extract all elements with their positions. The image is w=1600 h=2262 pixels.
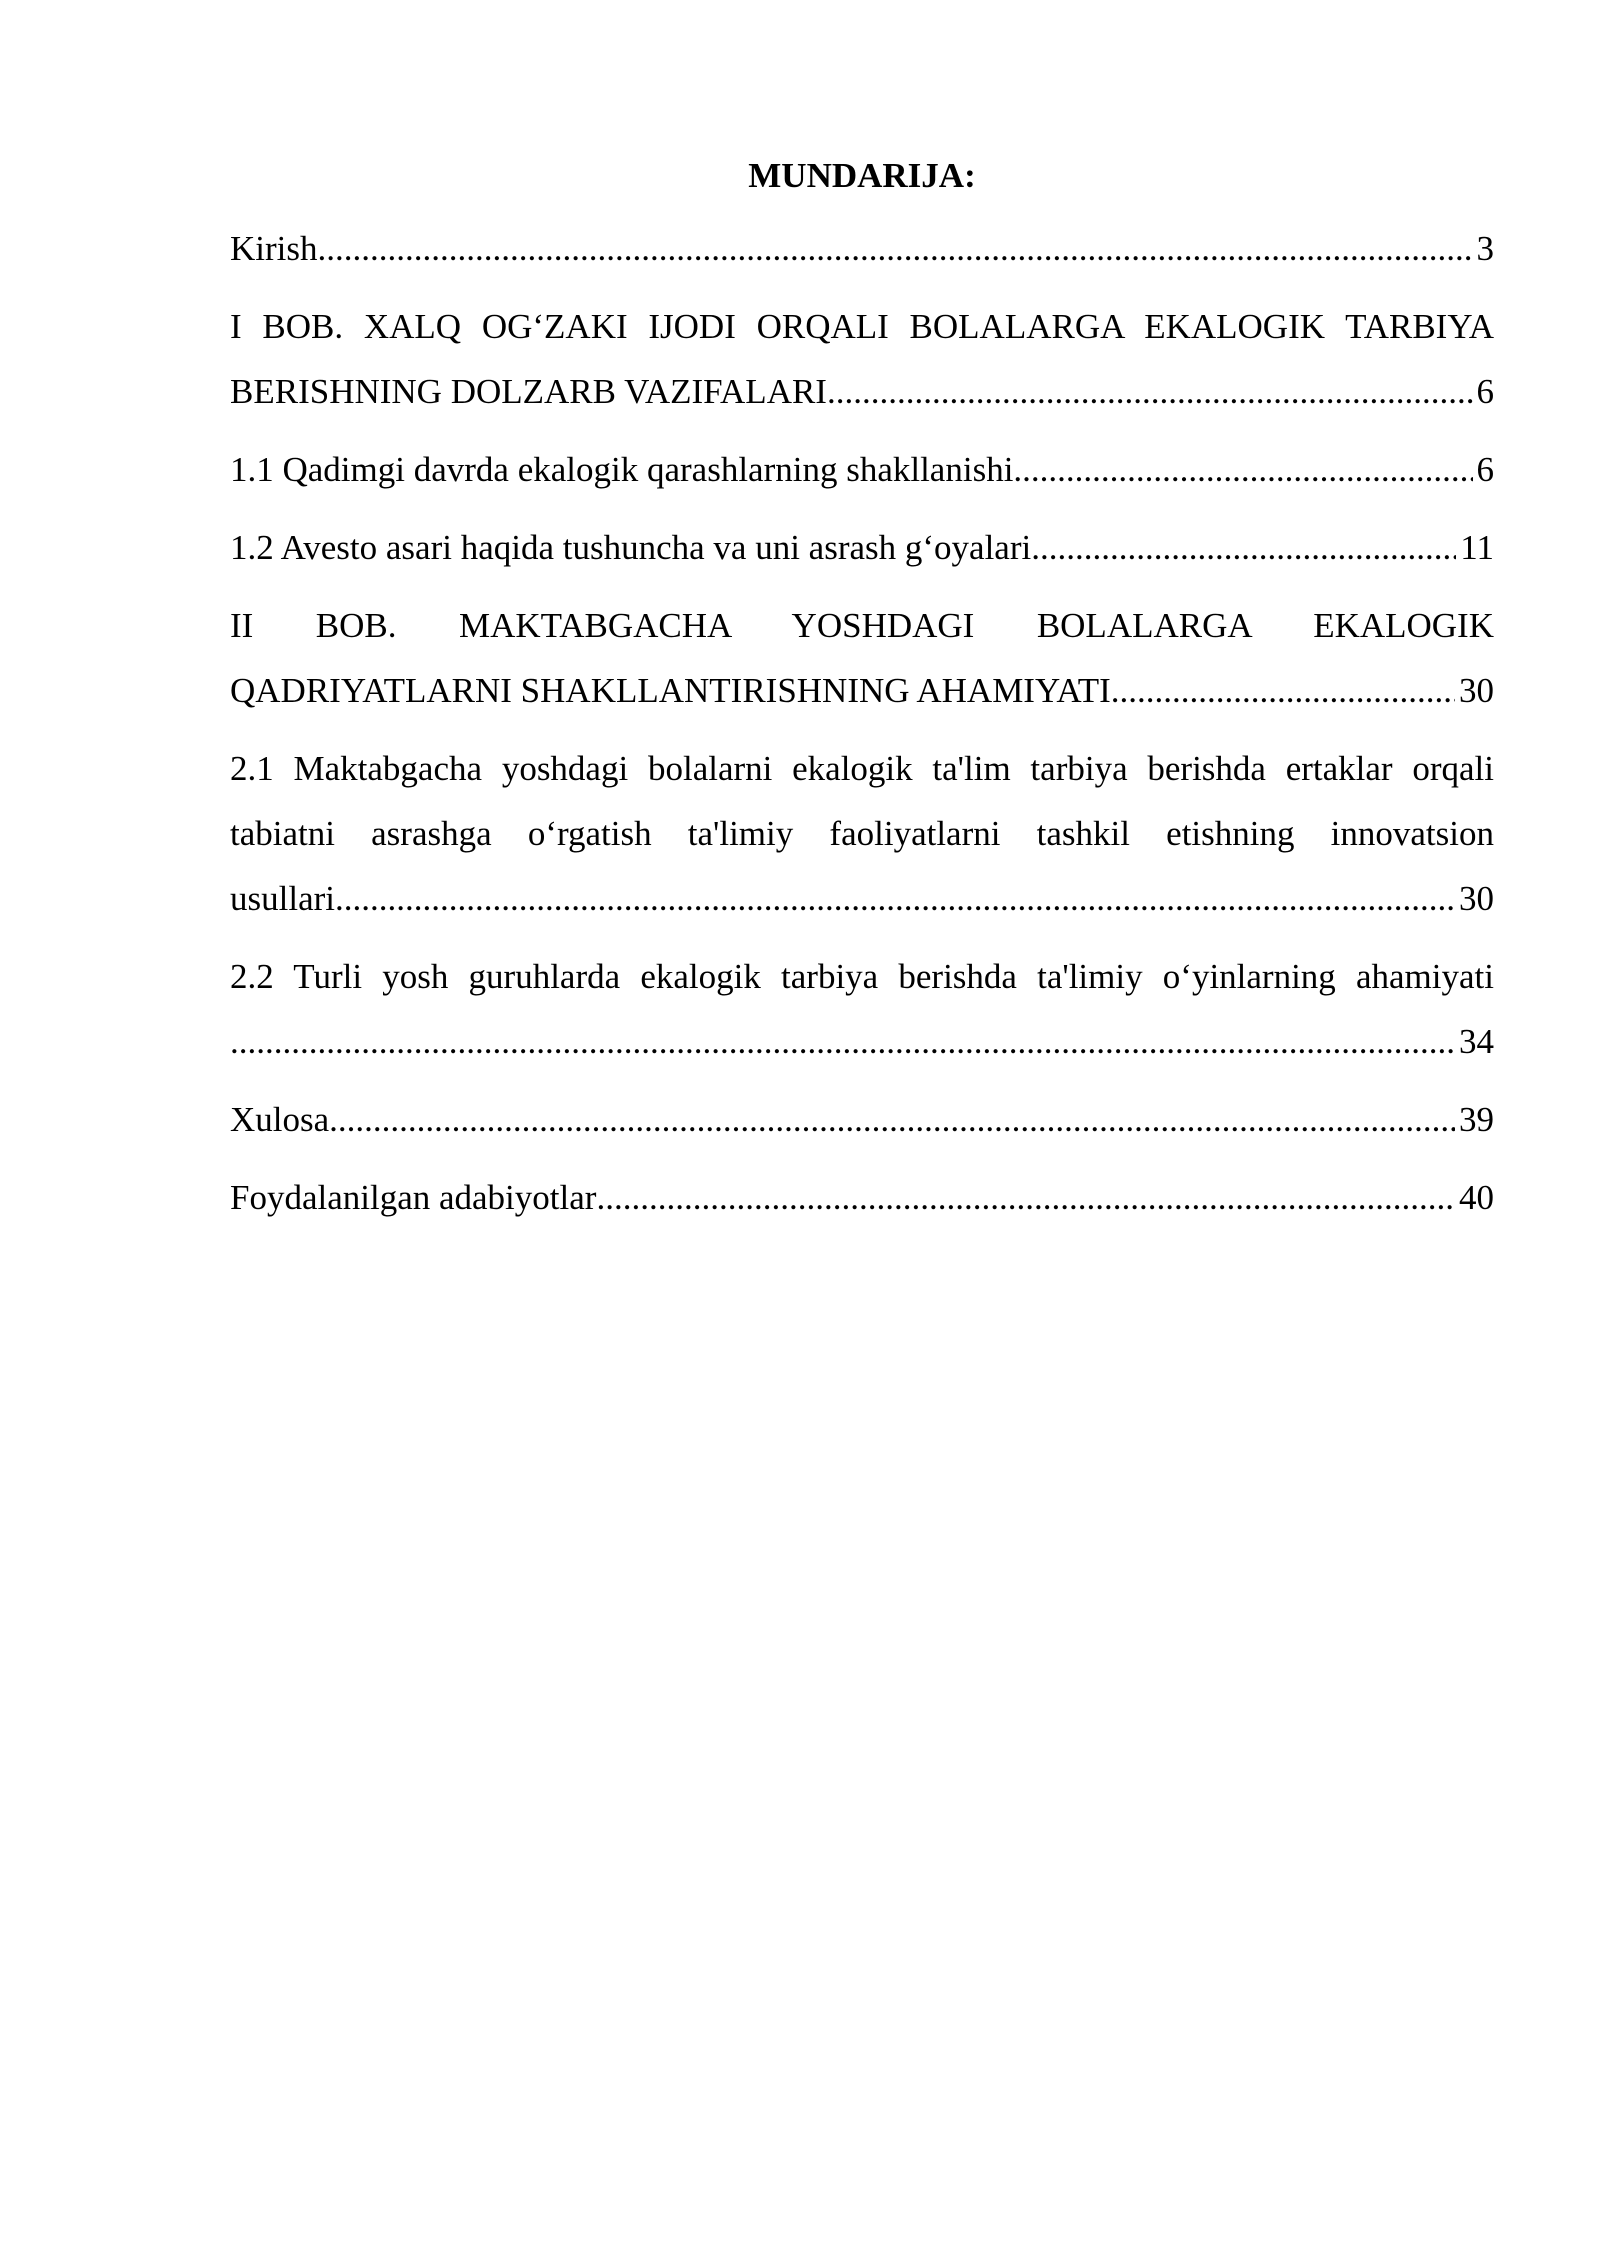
toc-entry-line <box>230 1087 1494 1152</box>
toc-page-number: 11 <box>1460 528 1494 567</box>
dot-leader <box>1031 515 1456 580</box>
toc-entry-title: 1.1 Qadimgi davrda ekalogik qarashlarning shakllanishi <box>230 450 1014 489</box>
toc-entry-line <box>230 866 1494 931</box>
toc-entry-line: II BOB. MAKTABGACHA YOSHDAGI BOLALARGA EKALOGIK <box>230 606 1494 645</box>
dot-leader <box>1111 658 1455 723</box>
toc-entry-section-2-1[interactable] <box>230 736 1494 931</box>
toc-page-number: 40 <box>1459 1178 1494 1217</box>
toc-page-number: 30 <box>1459 671 1494 710</box>
toc-entry-title: 1.2 Avesto asari haqida tushuncha va uni asrash g‘oyalari <box>230 528 1032 567</box>
toc-entry-title: BERISHNING DOLZARB VAZIFALARI <box>230 372 827 411</box>
toc-title: MUNDARIJA: <box>748 156 976 195</box>
toc-entry-line: 2.1 Maktabgacha yoshdagi bolalarni ekalogik ta'lim tarbiya berishda ertaklar orqali <box>230 749 1494 788</box>
dot-leader <box>335 866 1455 931</box>
toc-entry-line <box>230 1165 1494 1230</box>
toc-page-number: 39 <box>1459 1100 1494 1139</box>
toc-entry-kirish[interactable] <box>230 216 1494 281</box>
toc-entry-line <box>230 1009 1494 1074</box>
toc-entry-title: QADRIYATLARNI SHAKLLANTIRISHNING AHAMIYATI <box>230 671 1111 710</box>
toc-entry-line: tabiatni asrashga o‘rgatish ta'limiy faoliyatlarni tashkil etishning innovatsion <box>230 814 1494 853</box>
toc-entry-line: I BOB. XALQ OG‘ZAKI IJODI ORQALI BOLALARGA EKALOGIK TARBIYA <box>230 307 1494 346</box>
toc-entry-title: Kirish <box>230 229 318 268</box>
toc-entry-xulosa[interactable] <box>230 1087 1494 1152</box>
toc-entry-title: Xulosa <box>230 1100 330 1139</box>
toc-entry-section-1-1[interactable] <box>230 437 1494 502</box>
dot-leader <box>596 1165 1455 1230</box>
toc-entry-section-1-2[interactable] <box>230 515 1494 580</box>
dot-leader <box>329 1087 1455 1152</box>
toc-entry-bibliography[interactable] <box>230 1165 1494 1230</box>
dot-leader <box>827 359 1473 424</box>
toc-page-number: 6 <box>1476 372 1494 411</box>
toc-entry-title: usullari <box>230 879 335 918</box>
toc-entry-section-2-2[interactable] <box>230 944 1494 1074</box>
toc-entry-line: 2.2 Turli yosh guruhlarda ekalogik tarbiya berishda ta'limiy o‘yinlarning ahamiyati <box>230 957 1494 996</box>
toc-entry-line <box>230 437 1494 502</box>
toc-entry-chapter-1[interactable] <box>230 294 1494 424</box>
toc-entry-line <box>230 359 1494 424</box>
toc-entry-chapter-2[interactable] <box>230 593 1494 723</box>
toc-entry-line <box>230 216 1494 281</box>
toc-entry-title: Foydalanilgan adabiyotlar <box>230 1178 597 1217</box>
table-of-contents <box>230 152 1494 1243</box>
toc-entry-line <box>230 515 1494 580</box>
toc-page-number: 3 <box>1476 229 1494 268</box>
toc-page-number: 6 <box>1476 450 1494 489</box>
toc-page-number: 30 <box>1459 879 1494 918</box>
dot-leader <box>1013 437 1472 502</box>
toc-entry-line <box>230 658 1494 723</box>
dot-leader <box>318 216 1473 281</box>
dot-leader <box>230 1009 1455 1074</box>
toc-page-number: 34 <box>1459 1022 1494 1061</box>
